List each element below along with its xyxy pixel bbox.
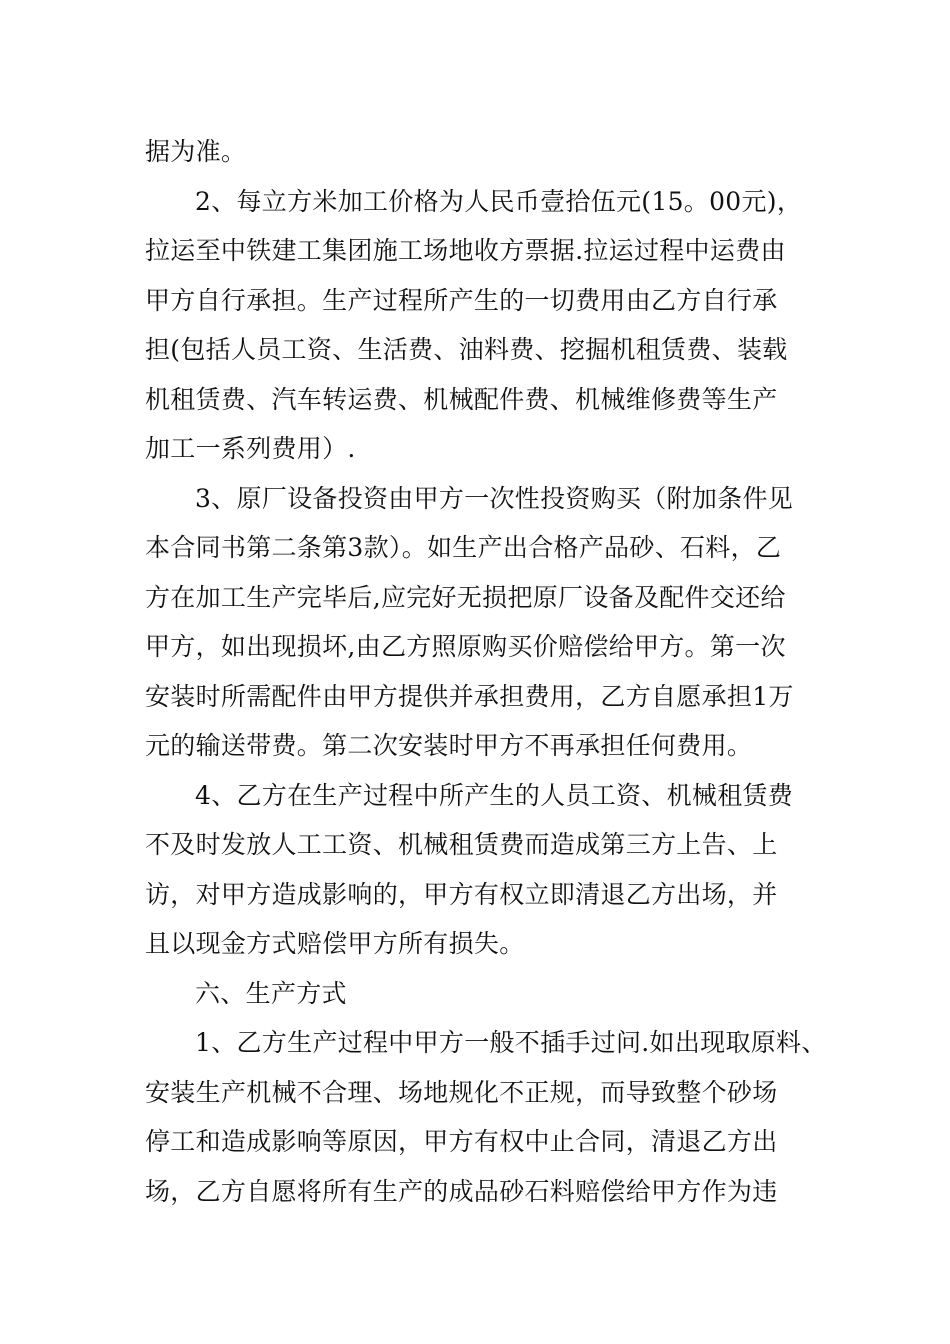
text-line: 六、生产方式: [195, 978, 347, 1008]
text-line: 据为准。: [145, 137, 247, 166]
text-line: 3、原厂设备投资由甲方一次性投资购买（附加条件见: [195, 483, 794, 513]
text-line: 拉运至中铁建工集团施工场地收方票据.拉运过程中运费由: [145, 236, 786, 265]
text-line: 加工一系列费用）.: [145, 434, 356, 463]
text-line: 不及时发放人工工资、机械租赁费而造成第三方上告、上: [145, 830, 778, 859]
text-line: 本合同书第二条第3款）。如生产出合格产品砂、石料，乙: [145, 533, 782, 562]
text-line: 方在加工生产完毕后,应完好无损把原厂设备及配件交还给: [145, 582, 786, 612]
text-line: 甲方，如出现损坏,由乙方照原购买价赔偿给甲方。第一次: [145, 632, 786, 661]
text-line: 安装时所需配件由甲方提供并承担费用，乙方自愿承担1万: [145, 681, 794, 711]
document-body: [145, 127, 825, 1216]
text-line: 机租赁费、汽车转运费、机械配件费、机械维修费等生产: [145, 384, 778, 414]
text-line: 4、乙方在生产过程中所产生的人员工资、机械租赁费: [195, 780, 794, 810]
text-line: 访，对甲方造成影响的，甲方有权立即清退乙方出场，并: [145, 879, 778, 909]
text-line: 2、每立方米加工价格为人民币壹拾伍元(15。00元)，: [195, 186, 803, 216]
text-line: 安装生产机械不合理、场地规化不正规，而导致整个砂场: [145, 1077, 778, 1107]
text-line: 担(包括人员工资、生活费、油料费、挖掘机租赁费、装载: [145, 335, 788, 364]
text-line: 甲方自行承担。生产过程所产生的一切费用由乙方自行承: [145, 285, 778, 315]
text-line: 元的输送带费。第二次安装时甲方不再承担任何费用。: [145, 731, 753, 760]
text-line: 且以现金方式赔偿甲方所有损失。: [145, 929, 525, 958]
text-line: 1、乙方生产过程中甲方一般不插手过问.如出现取原料、: [195, 1028, 827, 1057]
text-line: 停工和造成影响等原因，甲方有权中止合同，清退乙方出: [145, 1127, 778, 1156]
text-line: 场，乙方自愿将所有生产的成品砂石料赔偿给甲方作为违: [145, 1176, 778, 1206]
